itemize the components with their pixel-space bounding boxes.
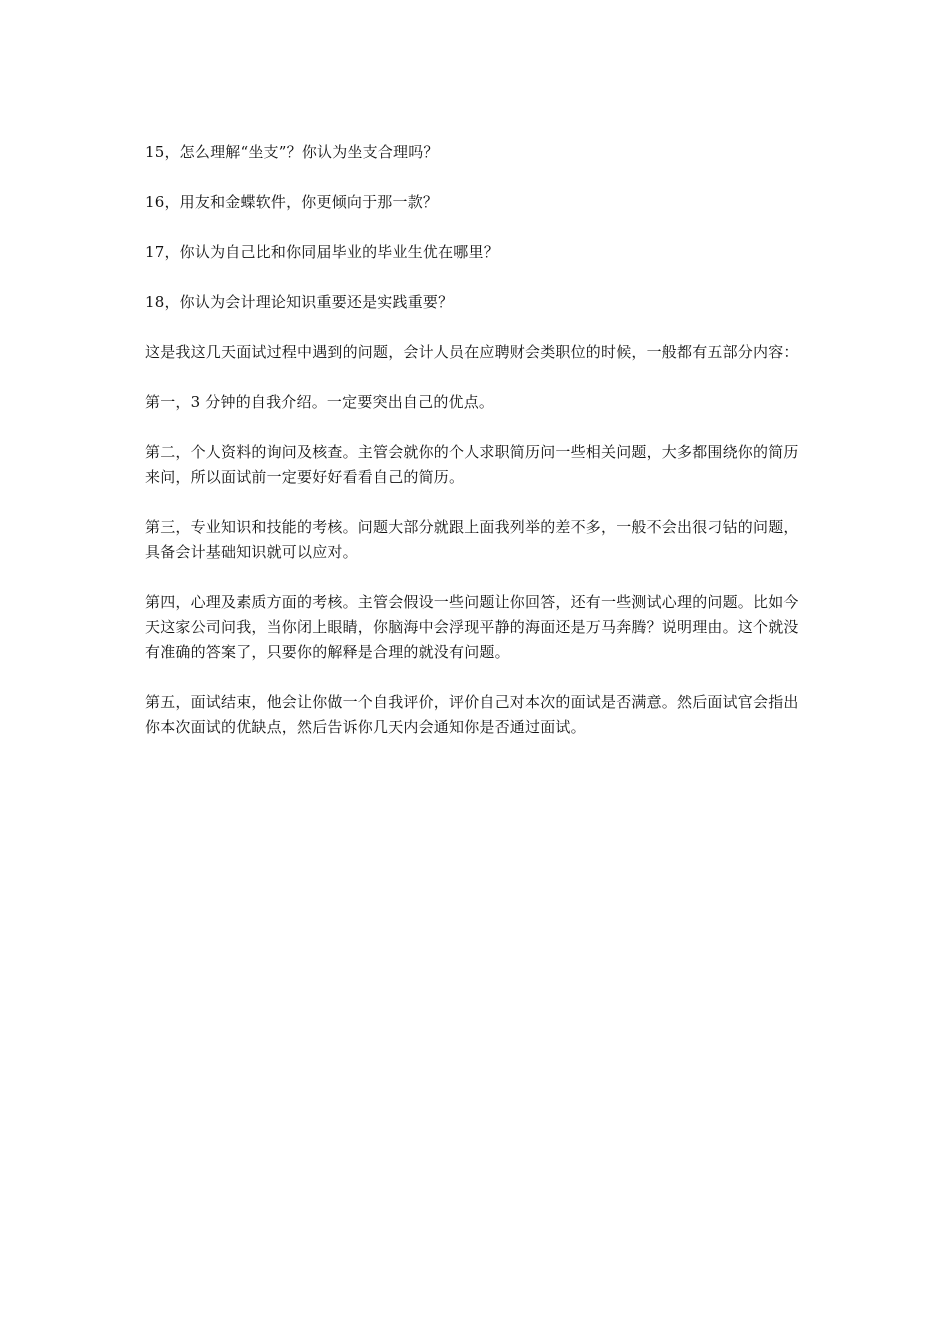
part-two: 第二，个人资料的询问及核查。主管会就你的个人求职简历问一些相关问题，大多都围绕你的简历来问，所以面试前一定要好好看看自己的简历。 <box>145 443 799 486</box>
part-four: 第四，心理及素质方面的考核。主管会假设一些问题让你回答，还有一些测试心理的问题。比如今天这家公司问我，当你闭上眼睛，你脑海中会浮现平静的海面还是万马奔腾？说明理由。这个就没有准确的答案了，只要你的解释是合理的就没有问题。 <box>145 593 799 661</box>
part-one: 第一，3 分钟的自我介绍。一定要突出自己的优点。 <box>145 393 495 411</box>
part-five: 第五，面试结束，他会让你做一个自我评价，评价自己对本次的面试是否满意。然后面试官会指出你本次面试的优缺点，然后告诉你几天内会通知你是否通过面试。 <box>145 693 799 736</box>
question-17: 17，你认为自己比和你同届毕业的毕业生优在哪里？ <box>145 243 499 261</box>
question-18: 18，你认为会计理论知识重要还是实践重要？ <box>145 293 454 311</box>
question-15: 15，怎么理解“坐支”？你认为坐支合理吗？ <box>145 143 439 161</box>
part-three: 第三，专业知识和技能的考核。问题大部分就跟上面我列举的差不多，一般不会出很刁钻的问题，具备会计基础知识就可以应对。 <box>145 518 799 561</box>
summary-intro: 这是我这几天面试过程中遇到的问题，会计人员在应聘财会类职位的时候，一般都有五部分内容： <box>145 343 799 361</box>
document-body <box>145 140 810 765</box>
question-16: 16，用友和金蝶软件，你更倾向于那一款？ <box>145 193 439 211</box>
